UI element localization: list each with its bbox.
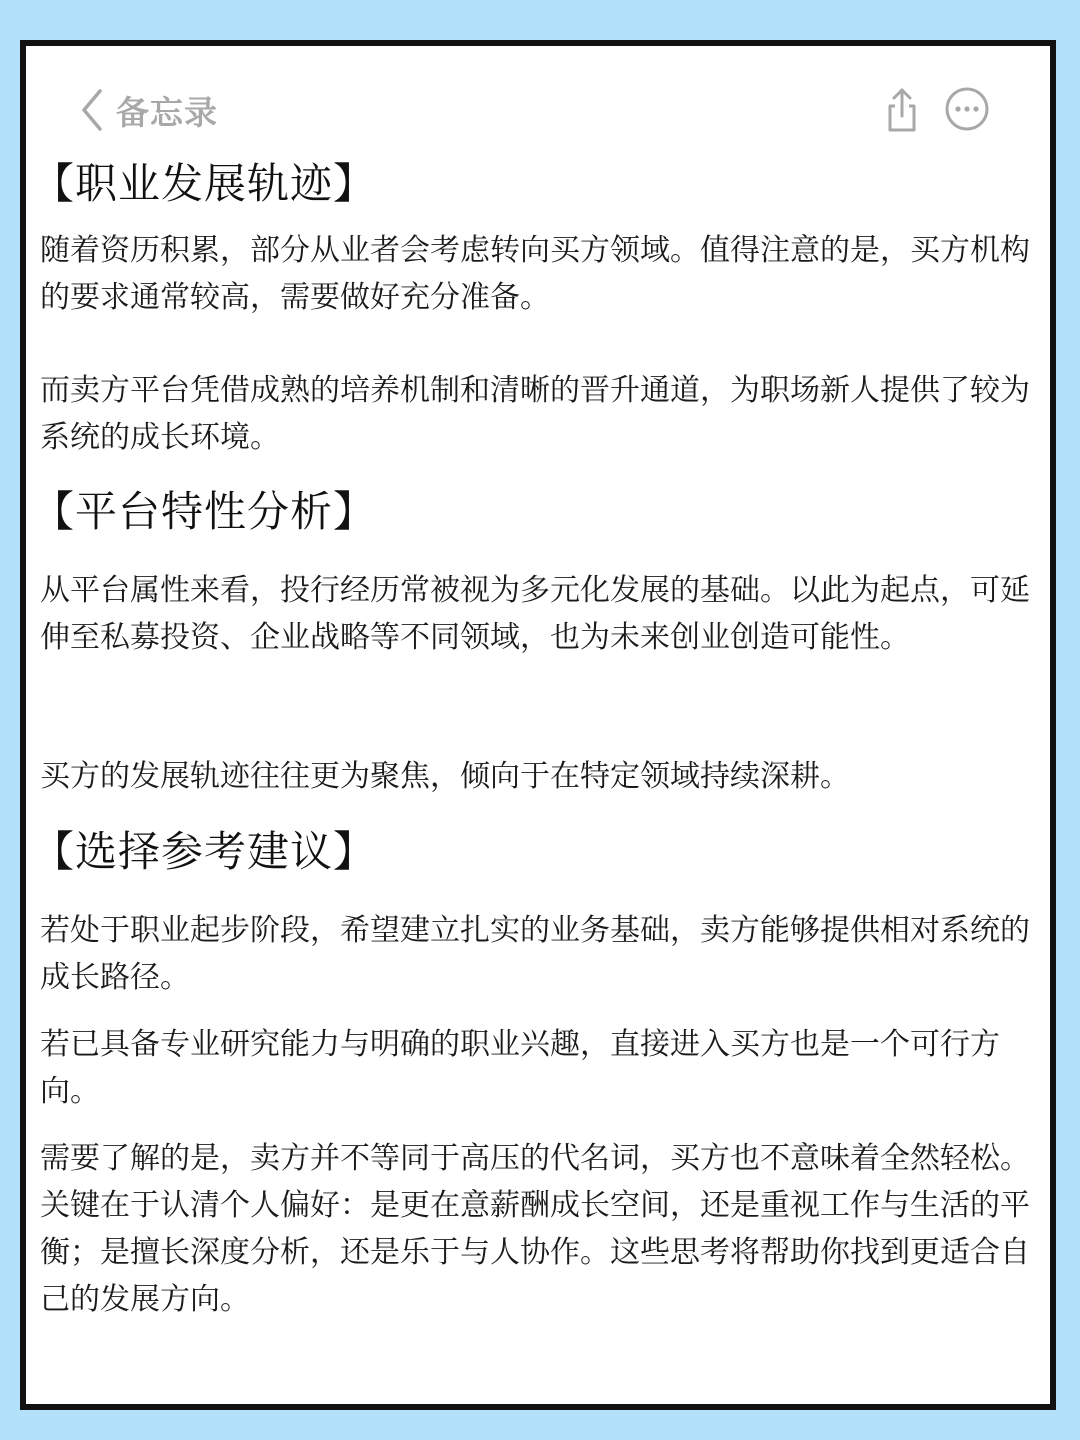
section-title-selection-advice: 【选择参考建议】 <box>32 827 377 876</box>
paragraph: 若处于职业起步阶段，希望建立扎实的业务基础，卖方能够提供相对系统的成长路径。 <box>40 913 1030 995</box>
share-button[interactable] <box>882 86 922 134</box>
paragraph: 随着资历积累，部分从业者会考虑转向买方领域。值得注意的是，买方机构的要求通常较高，需要做好充分准备。 <box>40 233 1030 315</box>
nav-bar <box>26 80 1050 140</box>
paragraph: 买方的发展轨迹往往更为聚焦，倾向于在特定领域持续深耕。 <box>40 759 850 794</box>
note-card <box>20 40 1056 1410</box>
section-title-platform-analysis: 【平台特性分析】 <box>32 487 377 536</box>
back-button[interactable] <box>80 86 218 134</box>
share-icon <box>882 119 922 138</box>
paragraph: 而卖方平台凭借成熟的培养机制和清晰的晋升通道，为职场新人提供了较为系统的成长环境。 <box>40 373 1030 455</box>
chevron-left-icon <box>80 88 104 132</box>
paragraph: 需要了解的是，卖方并不等同于高压的代名词，买方也不意味着全然轻松。关键在于认清个人偏好：是更在意薪酬成长空间，还是重视工作与生活的平衡；是擅长深度分析，还是乐于与人协作。这些思考将帮助你找到更适合自己的发展方向。 <box>40 1141 1030 1317</box>
paragraph: 若已具备专业研究能力与明确的职业兴趣，直接进入买方也是一个可行方向。 <box>40 1027 1000 1109</box>
ellipsis-circle-icon <box>944 117 990 136</box>
paragraph: 从平台属性来看，投行经历常被视为多元化发展的基础。以此为起点，可延伸至私募投资、企业战略等不同领域，也为未来创业创造可能性。 <box>40 573 1030 655</box>
more-button[interactable] <box>944 86 990 132</box>
section-title-career-path: 【职业发展轨迹】 <box>32 159 377 208</box>
back-label: 备忘录 <box>116 92 218 132</box>
